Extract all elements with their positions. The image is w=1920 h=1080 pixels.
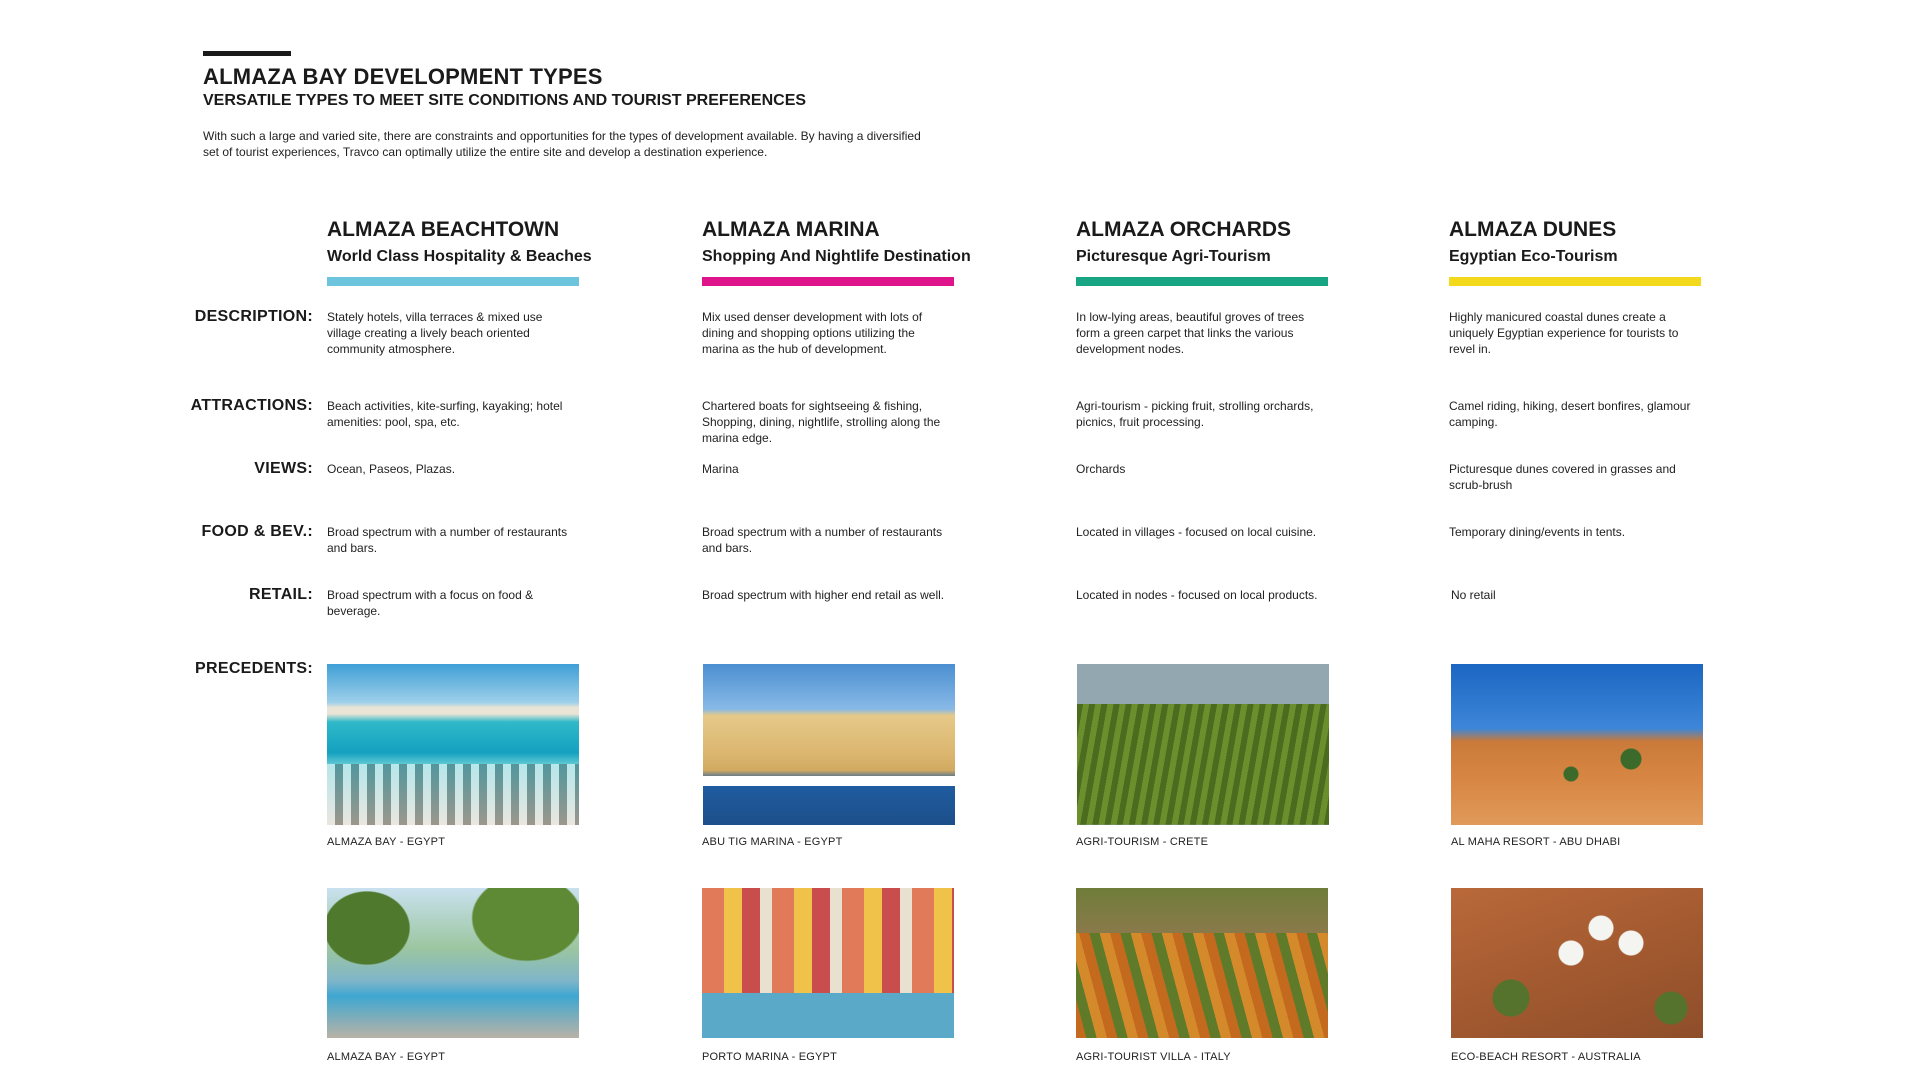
precedent-photo xyxy=(702,888,954,1038)
attractions-cell: Agri-tourism - picking fruit, strolling orchards, picnics, fruit processing. xyxy=(1076,399,1314,429)
food-cell: Broad spectrum with a number of restaurants and bars. xyxy=(702,525,943,555)
row-label-description: DESCRIPTION: xyxy=(194,308,313,325)
precedent-caption: ABU TIG MARINA - EGYPT xyxy=(702,836,843,848)
description-cell: In low-lying areas, beautiful groves of trees form a green carpet that links the various development nodes. xyxy=(1076,310,1305,356)
type-tagline: Picturesque Agri-Tourism xyxy=(1076,248,1271,265)
type-column-marina xyxy=(702,218,1022,286)
type-title: ALMAZA MARINA xyxy=(702,218,880,241)
attractions-cell: Beach activities, kite-surfing, kayaking; hotel amenities: pool, spa, etc. xyxy=(327,399,563,429)
precedent-caption: AGRI-TOURIST VILLA - ITALY xyxy=(1076,1051,1231,1063)
attractions-cell: Chartered boats for sightseeing & fishing, Shopping, dining, nightlife, strolling along the marina edge. xyxy=(702,399,941,445)
precedent-photo xyxy=(1076,888,1328,1038)
precedent-caption: ALMAZA BAY - EGYPT xyxy=(327,1051,446,1063)
views-cell: Picturesque dunes covered in grasses and scrub-brush xyxy=(1449,462,1676,492)
views-cell: Marina xyxy=(702,462,739,476)
type-color-bar xyxy=(1076,277,1328,286)
precedent-caption: PORTO MARINA - EGYPT xyxy=(702,1051,838,1063)
views-cell: Orchards xyxy=(1076,462,1126,476)
description-cell: Stately hotels, villa terraces & mixed use village creating a lively beach oriented community atmosphere. xyxy=(327,310,543,356)
retail-cell: No retail xyxy=(1451,588,1496,602)
precedent-caption: ALMAZA BAY - EGYPT xyxy=(327,836,446,848)
precedent-photo xyxy=(703,664,955,825)
precedent-photo xyxy=(327,664,579,825)
food-cell: Temporary dining/events in tents. xyxy=(1449,525,1626,539)
page-title: ALMAZA BAY DEVELOPMENT TYPES xyxy=(203,64,603,89)
precedent-caption: ECO-BEACH RESORT - AUSTRALIA xyxy=(1451,1051,1641,1063)
retail-cell: Broad spectrum with a focus on food & beverage. xyxy=(327,588,534,618)
header-rule xyxy=(203,51,291,56)
type-title: ALMAZA ORCHARDS xyxy=(1076,218,1292,241)
type-color-bar xyxy=(702,277,954,286)
row-label-food: FOOD & BEV.: xyxy=(201,523,313,540)
food-cell: Broad spectrum with a number of restaurants and bars. xyxy=(327,525,568,555)
type-tagline: World Class Hospitality & Beaches xyxy=(327,248,592,265)
type-color-bar xyxy=(327,277,579,286)
type-title: ALMAZA DUNES xyxy=(1449,218,1617,241)
row-label-retail: RETAIL: xyxy=(248,586,313,603)
precedent-caption: AGRI-TOURISM - CRETE xyxy=(1076,836,1209,848)
page-subtitle: VERSATILE TYPES TO MEET SITE CONDITIONS AND TOURIST PREFERENCES xyxy=(203,92,807,109)
row-label-views: VIEWS: xyxy=(254,460,313,477)
type-color-bar xyxy=(1449,277,1701,286)
attractions-cell: Camel riding, hiking, desert bonfires, glamour camping. xyxy=(1449,399,1691,429)
type-tagline: Shopping And Nightlife Destination xyxy=(702,248,971,265)
description-cell: Highly manicured coastal dunes create a uniquely Egyptian experience for tourists to revel in. xyxy=(1449,310,1679,356)
retail-cell: Located in nodes - focused on local products. xyxy=(1076,588,1318,602)
row-label-precedents: PRECEDENTS: xyxy=(195,660,313,677)
type-tagline: Egyptian Eco-Tourism xyxy=(1449,248,1618,265)
precedent-caption: AL MAHA RESORT - ABU DHABI xyxy=(1451,836,1621,848)
row-label-attractions: ATTRACTIONS: xyxy=(190,397,313,414)
retail-cell: Broad spectrum with higher end retail as well. xyxy=(702,588,945,602)
precedent-photo xyxy=(327,888,579,1038)
description-cell: Mix used denser development with lots of dining and shopping options utilizing the marina as the hub of development. xyxy=(702,310,923,356)
precedent-photo xyxy=(1451,888,1703,1038)
precedent-photo xyxy=(1451,664,1703,825)
type-title: ALMAZA BEACHTOWN xyxy=(327,218,560,241)
views-cell: Ocean, Paseos, Plazas. xyxy=(327,462,456,476)
intro-text: With such a large and varied site, there are constraints and opportunities for the types of development available. By having a diversified set of tourist experiences, Travco can optimally utilize the entire site and develop a destination experience. xyxy=(203,129,921,159)
type-column-orchards xyxy=(1076,218,1396,286)
precedent-photo xyxy=(1077,664,1329,825)
type-column-beachtown xyxy=(327,218,647,286)
type-column-dunes xyxy=(1449,218,1769,286)
food-cell: Located in villages - focused on local cuisine. xyxy=(1076,525,1317,539)
